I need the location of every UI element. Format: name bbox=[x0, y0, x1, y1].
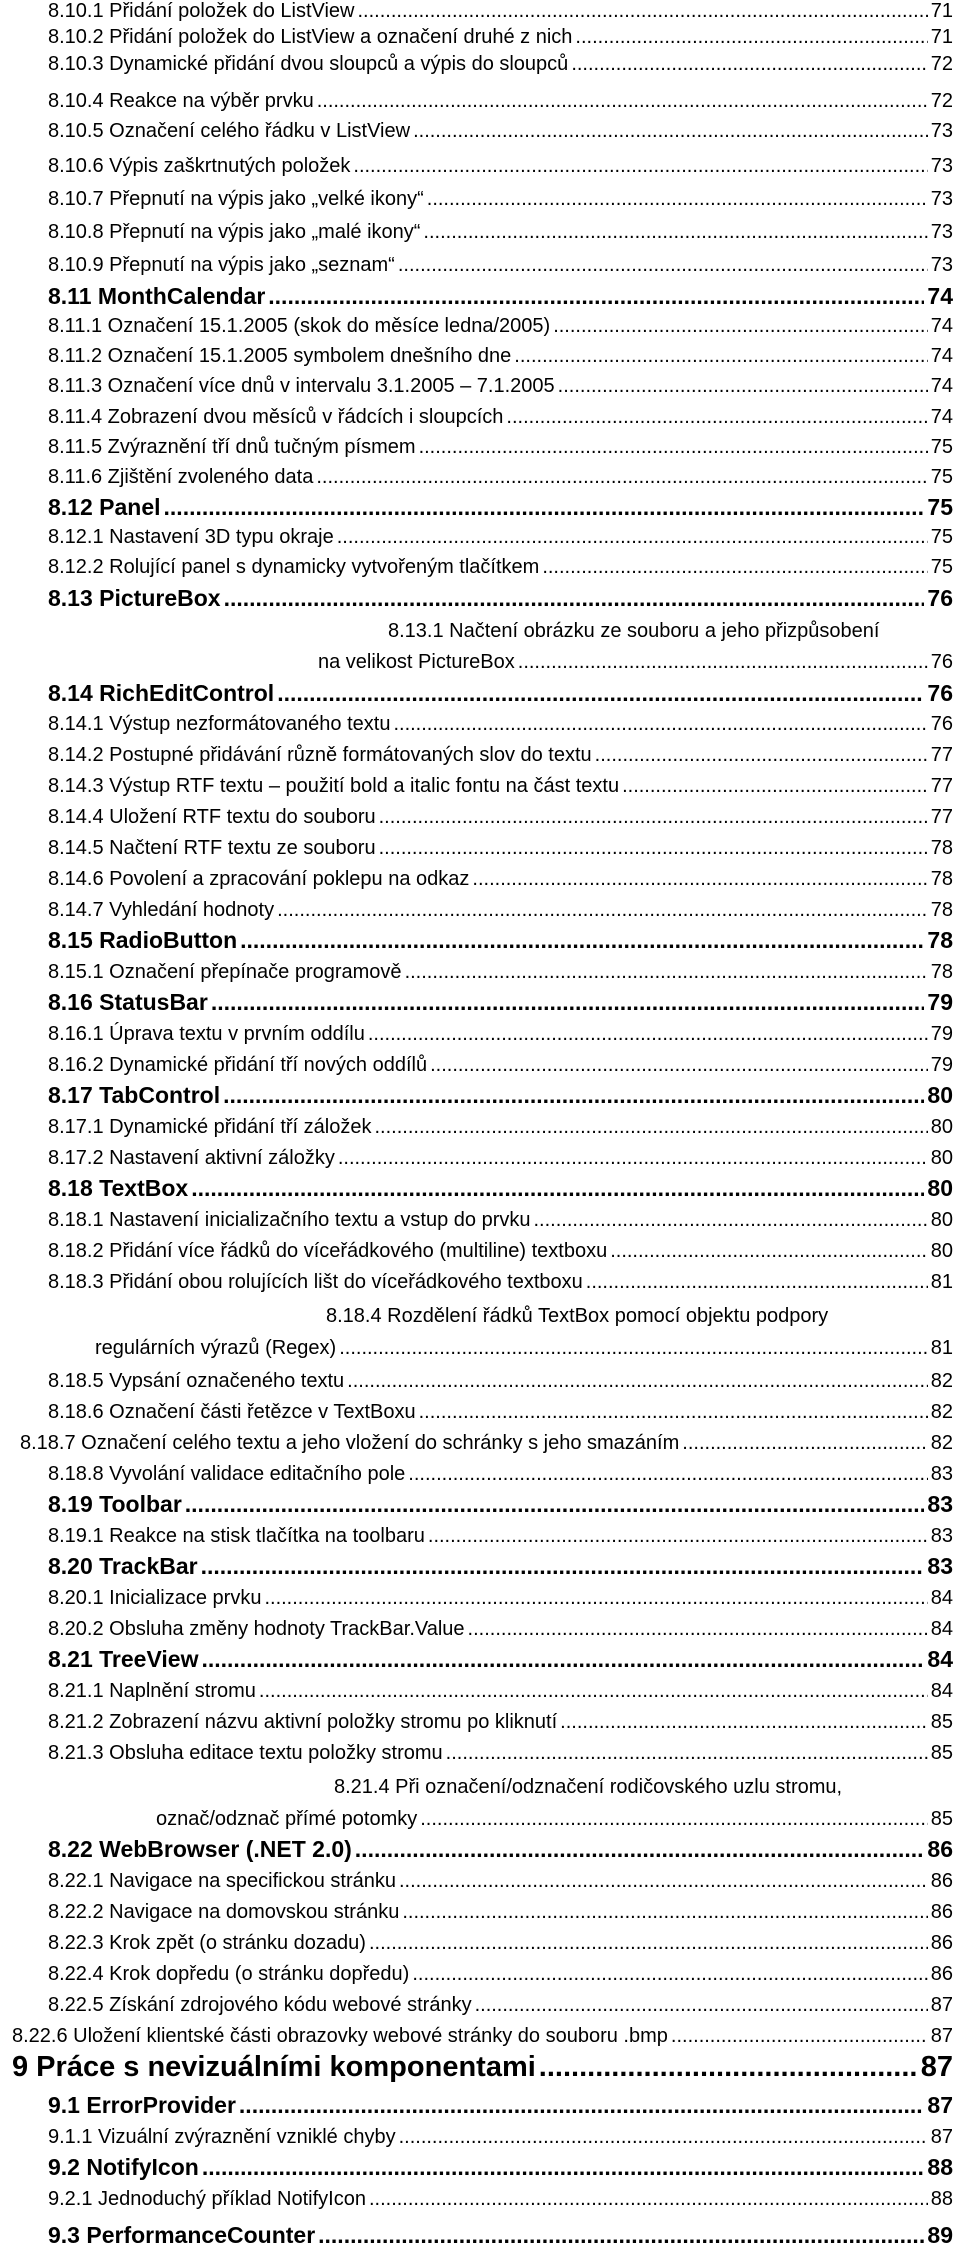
toc-entry-title: 8.22.6 Uložení klientské části obrazovky webové stránky do souboru .bmp bbox=[12, 2025, 668, 2047]
toc-entry-title: 8.12.2 Rolující panel s dynamicky vytvořeným tlačítkem bbox=[48, 556, 540, 578]
toc-leader bbox=[317, 90, 928, 113]
toc-leader bbox=[553, 315, 928, 338]
toc-leader bbox=[420, 1808, 928, 1831]
toc-entry-title: 8.14.2 Postupné přidávání různě formátovaných slov do textu bbox=[48, 744, 592, 766]
toc-entry-title: 9.2.1 Jednoduchý příklad NotifyIcon bbox=[48, 2188, 366, 2210]
toc-entry[interactable] bbox=[48, 556, 953, 579]
toc-leader bbox=[277, 680, 924, 707]
toc-entry[interactable] bbox=[48, 1711, 953, 1734]
toc-leader bbox=[423, 221, 927, 244]
toc-page-number: 78 bbox=[930, 837, 953, 859]
toc-page-number: 74 bbox=[927, 283, 953, 309]
toc-page-number: 87 bbox=[930, 1994, 953, 2016]
toc-entry-title: 8.13 PictureBox bbox=[48, 585, 221, 611]
toc-entry[interactable] bbox=[48, 2188, 953, 2211]
toc-leader bbox=[338, 1147, 928, 1170]
toc-entry[interactable] bbox=[48, 1116, 953, 1139]
toc-leader bbox=[514, 345, 927, 368]
toc-page-number: 83 bbox=[927, 1553, 953, 1579]
toc-entry[interactable] bbox=[48, 989, 953, 1016]
toc-entry-title: 9.1.1 Vizuální zvýraznění vzniklé chyby bbox=[48, 2126, 396, 2148]
toc-leader bbox=[475, 1994, 928, 2017]
toc-page-number: 89 bbox=[927, 2222, 953, 2248]
toc-page-number: 81 bbox=[930, 1271, 953, 1293]
toc-page-number: 84 bbox=[927, 1646, 953, 1672]
toc-entry-title: 8.10.2 Přidání položek do ListView a označení druhé z nich bbox=[48, 26, 573, 48]
toc-entry-title: 9.1 ErrorProvider bbox=[48, 2092, 236, 2118]
toc-leader bbox=[405, 961, 928, 984]
toc-leader bbox=[369, 2188, 928, 2211]
toc-page-number: 86 bbox=[930, 1963, 953, 1985]
toc-page-number: 82 bbox=[930, 1432, 953, 1454]
toc-leader bbox=[369, 1932, 928, 1955]
toc-page-number: 83 bbox=[930, 1463, 953, 1485]
toc-page-number: 77 bbox=[930, 806, 953, 828]
toc-page-number: 88 bbox=[930, 2188, 953, 2210]
toc-entry[interactable] bbox=[48, 283, 953, 310]
toc-entry-title: 8.11.1 Označení 15.1.2005 (skok do měsíce ledna/2005) bbox=[48, 315, 551, 337]
toc-entry[interactable] bbox=[48, 188, 953, 211]
toc-entry-title: 8.10.6 Výpis zaškrtnutých položek bbox=[48, 155, 351, 177]
toc-entry-title: 8.11.4 Zobrazení dvou měsíců v řádcích i sloupcích bbox=[48, 406, 504, 428]
toc-leader bbox=[558, 375, 928, 398]
toc-page-number: 72 bbox=[930, 90, 953, 112]
toc-entry[interactable] bbox=[48, 155, 953, 178]
toc-entry-title-line2: regulárních výrazů (Regex) bbox=[95, 1337, 337, 1359]
toc-leader bbox=[518, 651, 928, 674]
toc-page-number: 75 bbox=[930, 526, 953, 548]
toc-entry[interactable] bbox=[48, 254, 953, 277]
toc-leader bbox=[368, 1023, 928, 1046]
toc-entry[interactable] bbox=[48, 494, 953, 521]
toc-entry-title: 8.17.1 Dynamické přidání tří záložek bbox=[48, 1116, 372, 1138]
toc-page-number: 75 bbox=[930, 436, 953, 458]
toc-entry[interactable] bbox=[48, 406, 953, 429]
toc-leader bbox=[430, 1054, 928, 1077]
toc-entry[interactable] bbox=[48, 680, 953, 707]
toc-entry-title: 8.10.1 Přidání položek do ListView bbox=[48, 0, 355, 22]
toc-page-number: 80 bbox=[930, 1147, 953, 1169]
toc-entry[interactable] bbox=[48, 2092, 953, 2119]
toc-leader bbox=[542, 556, 927, 579]
toc-leader bbox=[408, 1463, 927, 1486]
toc-leader bbox=[211, 989, 925, 1016]
toc-page-number: 74 bbox=[930, 406, 953, 428]
toc-entry[interactable] bbox=[48, 1963, 953, 1986]
toc-leader bbox=[337, 526, 928, 549]
toc-entry-title: 8.19.1 Reakce na stisk tlačítka na toolbaru bbox=[48, 1525, 425, 1547]
toc-entry-title: 8.21.2 Zobrazení názvu aktivní položky stromu po kliknutí bbox=[48, 1711, 558, 1733]
toc-entry-title: 8.11.3 Označení více dnů v intervalu 3.1.2005 – 7.1.2005 bbox=[48, 375, 555, 397]
toc-entry-title: 8.18.6 Označení části řetězce v TextBoxu bbox=[48, 1401, 416, 1423]
toc-leader bbox=[339, 1337, 928, 1360]
toc-leader bbox=[399, 2126, 928, 2149]
toc-entry-title: 9.3 PerformanceCounter bbox=[48, 2222, 316, 2248]
toc-entry-title: 8.20 TrackBar bbox=[48, 1553, 198, 1579]
toc-entry-title: 8.19 Toolbar bbox=[48, 1491, 182, 1517]
toc-leader bbox=[412, 1963, 927, 1986]
toc-page-number: 85 bbox=[930, 1711, 953, 1733]
toc-entry-title: 8.12.1 Nastavení 3D typu okraje bbox=[48, 526, 334, 548]
toc-leader bbox=[575, 26, 927, 49]
toc-entry[interactable] bbox=[48, 1175, 953, 1202]
toc-leader bbox=[446, 1742, 928, 1765]
toc-entry-title-line1[interactable]: 8.13.1 Načtení obrázku ze souboru a jeho přizpůsobení bbox=[388, 620, 880, 642]
toc-leader bbox=[427, 188, 928, 211]
toc-page-number: 77 bbox=[930, 775, 953, 797]
toc-entry-title: 8.22.2 Navigace na domovskou stránku bbox=[48, 1901, 400, 1923]
toc-leader bbox=[622, 775, 928, 798]
toc-leader bbox=[419, 436, 928, 459]
toc-page-number: 75 bbox=[927, 494, 953, 520]
toc-leader bbox=[223, 1082, 924, 1109]
toc-page-number: 80 bbox=[930, 1209, 953, 1231]
toc-leader bbox=[428, 1525, 928, 1548]
toc-leader bbox=[539, 2051, 918, 2084]
toc-leader bbox=[671, 2025, 928, 2048]
toc-entry-title: 8.17.2 Nastavení aktivní záložky bbox=[48, 1147, 335, 1169]
toc-leader bbox=[610, 1240, 928, 1263]
toc-entry-title: 8.16.1 Úprava textu v prvním oddílu bbox=[48, 1023, 365, 1045]
toc-entry[interactable] bbox=[48, 345, 953, 368]
toc-leader bbox=[358, 0, 928, 23]
toc-entry[interactable] bbox=[48, 1209, 953, 1232]
toc-leader bbox=[259, 1680, 928, 1703]
toc-entry[interactable] bbox=[48, 2222, 953, 2249]
toc-leader bbox=[185, 1491, 925, 1518]
toc-entry-title-line2: na velikost PictureBox bbox=[318, 651, 515, 673]
toc-entry-title: 8.14.4 Uložení RTF textu do souboru bbox=[48, 806, 376, 828]
toc-page-number: 87 bbox=[920, 2051, 953, 2083]
toc-entry-title: 8.16 StatusBar bbox=[48, 989, 208, 1015]
toc-entry-title: 8.22 WebBrowser (.NET 2.0) bbox=[48, 1836, 352, 1862]
toc-page-number: 76 bbox=[930, 713, 953, 735]
toc-page-number: 85 bbox=[930, 1808, 953, 1830]
toc-page-number: 75 bbox=[930, 466, 953, 488]
toc-entry[interactable] bbox=[48, 1491, 953, 1518]
toc-page-number: 88 bbox=[927, 2154, 953, 2180]
toc-leader bbox=[201, 1553, 925, 1580]
toc-entry-title: 8.22.4 Krok dopředu (o stránku dopředu) bbox=[48, 1963, 410, 1985]
toc-leader bbox=[393, 713, 927, 736]
toc-page-number: 73 bbox=[930, 155, 953, 177]
toc-entry[interactable] bbox=[48, 744, 953, 767]
toc-page-number: 78 bbox=[930, 868, 953, 890]
toc-leader bbox=[472, 868, 927, 891]
toc-leader bbox=[240, 927, 924, 954]
toc-entry[interactable] bbox=[48, 315, 953, 338]
toc-entry[interactable] bbox=[48, 806, 953, 829]
toc-entry[interactable] bbox=[48, 120, 953, 143]
toc-entry-title-line2: označ/odznač přímé potomky bbox=[156, 1808, 418, 1830]
toc-leader bbox=[375, 1116, 928, 1139]
toc-page-number: 86 bbox=[927, 1836, 953, 1862]
toc-entry[interactable] bbox=[48, 1463, 953, 1486]
toc-entry-title: 8.18.2 Přidání více řádků do víceřádkového (multiline) textboxu bbox=[48, 1240, 608, 1262]
toc-entry-title: 8.18.3 Přidání obou rolujících lišt do víceřádkového textboxu bbox=[48, 1271, 583, 1293]
toc-page-number: 73 bbox=[930, 221, 953, 243]
toc-entry[interactable] bbox=[48, 837, 953, 860]
toc-entry[interactable] bbox=[48, 90, 953, 113]
toc-entry[interactable] bbox=[48, 1147, 953, 1170]
toc-entry-title: 8.14.1 Výstup nezformátovaného textu bbox=[48, 713, 391, 735]
toc-entry[interactable] bbox=[48, 526, 953, 549]
toc-leader bbox=[586, 1271, 928, 1294]
toc-page-number: 78 bbox=[927, 927, 953, 953]
toc-entry-title: 9.2 NotifyIcon bbox=[48, 2154, 199, 2180]
toc-page-number: 71 bbox=[930, 0, 953, 22]
toc-entry-title: 8.14.7 Vyhledání hodnoty bbox=[48, 899, 275, 921]
toc-entry-title: 8.10.8 Přepnutí na výpis jako „malé ikony“ bbox=[48, 221, 421, 243]
toc-leader bbox=[595, 744, 928, 767]
toc-page-number: 80 bbox=[930, 1240, 953, 1262]
toc-leader bbox=[353, 155, 927, 178]
toc-entry[interactable] bbox=[48, 1932, 953, 1955]
toc-entry-title: 8.18.5 Vypsání označeného textu bbox=[48, 1370, 345, 1392]
toc-leader bbox=[402, 1901, 927, 1924]
toc-page-number: 81 bbox=[930, 1337, 953, 1359]
toc-page-number: 83 bbox=[930, 1525, 953, 1547]
toc-entry-title: 8.10.7 Přepnutí na výpis jako „velké ikony“ bbox=[48, 188, 424, 210]
toc-entry-title: 8.12 Panel bbox=[48, 494, 161, 520]
toc-page-number: 73 bbox=[930, 188, 953, 210]
toc-entry[interactable] bbox=[48, 899, 953, 922]
toc-page-number: 76 bbox=[927, 585, 953, 611]
toc-entry-title: 8.22.1 Navigace na specifickou stránku bbox=[48, 1870, 396, 1892]
toc-page-number: 80 bbox=[927, 1082, 953, 1108]
toc-page-number: 87 bbox=[930, 2126, 953, 2148]
toc-entry[interactable] bbox=[48, 2126, 953, 2149]
toc-leader bbox=[191, 1175, 924, 1202]
toc-leader bbox=[468, 1618, 928, 1641]
toc-leader bbox=[413, 120, 928, 143]
toc-entry[interactable] bbox=[48, 1680, 953, 1703]
toc-page-number: 76 bbox=[927, 680, 953, 706]
toc-leader bbox=[398, 254, 928, 277]
toc-page-number: 77 bbox=[930, 744, 953, 766]
toc-leader bbox=[682, 1432, 927, 1455]
toc-leader bbox=[379, 837, 928, 860]
toc-entry-title: 8.20.2 Obsluha změny hodnoty TrackBar.Value bbox=[48, 1618, 465, 1640]
toc-page-number: 87 bbox=[927, 2092, 953, 2118]
toc-entry[interactable] bbox=[48, 1401, 953, 1424]
toc-entry-title: 8.14 RichEditControl bbox=[48, 680, 275, 706]
toc-page-number: 84 bbox=[930, 1587, 953, 1609]
toc-entry-title: 8.10.5 Označení celého řádku v ListView bbox=[48, 120, 411, 142]
toc-entry-title: 8.18.1 Nastavení inicializačního textu a vstup do prvku bbox=[48, 1209, 531, 1231]
toc-entry[interactable] bbox=[48, 1054, 953, 1077]
toc-leader bbox=[264, 1587, 927, 1610]
toc-entry[interactable] bbox=[48, 53, 953, 76]
toc-entry[interactable] bbox=[48, 1240, 953, 1263]
toc-entry[interactable] bbox=[48, 927, 953, 954]
toc-page-number: 86 bbox=[930, 1901, 953, 1923]
toc-leader bbox=[560, 1711, 928, 1734]
toc-entry[interactable] bbox=[48, 2154, 953, 2181]
toc-page-number: 86 bbox=[930, 1870, 953, 1892]
toc-entry-title: 8.21 TreeView bbox=[48, 1646, 199, 1672]
toc-page-number: 84 bbox=[930, 1618, 953, 1640]
toc-entry-title: 9 Práce s nevizuálními komponentami bbox=[12, 2051, 536, 2083]
toc-leader bbox=[571, 53, 927, 76]
toc-entry-title: 8.11 MonthCalendar bbox=[48, 283, 266, 309]
toc-page-number: 79 bbox=[927, 989, 953, 1015]
toc-entry[interactable] bbox=[48, 26, 953, 49]
toc-entry[interactable] bbox=[318, 651, 953, 674]
toc-entry[interactable] bbox=[48, 0, 953, 23]
toc-page-number: 83 bbox=[927, 1491, 953, 1517]
toc-entry-title: 8.11.5 Zvýraznění tří dnů tučným písmem bbox=[48, 436, 416, 458]
toc-page-number: 76 bbox=[930, 651, 953, 673]
toc-entry-title: 8.14.6 Povolení a zpracování poklepu na odkaz bbox=[48, 868, 470, 890]
toc-page-number: 86 bbox=[930, 1932, 953, 1954]
toc-page-number: 78 bbox=[930, 961, 953, 983]
toc-entry[interactable] bbox=[48, 1870, 953, 1893]
toc-entry-title: 8.11.2 Označení 15.1.2005 symbolem dnešního dne bbox=[48, 345, 512, 367]
toc-page-number: 82 bbox=[930, 1370, 953, 1392]
toc-entry-title: 8.21.3 Obsluha editace textu položky stromu bbox=[48, 1742, 443, 1764]
toc-entry-title: 8.16.2 Dynamické přidání tří nových oddílů bbox=[48, 1054, 428, 1076]
toc-entry[interactable] bbox=[48, 1618, 953, 1641]
toc-entry[interactable] bbox=[48, 1742, 953, 1765]
toc-entry-title: 8.22.3 Krok zpět (o stránku dozadu) bbox=[48, 1932, 366, 1954]
toc-leader bbox=[506, 406, 927, 429]
toc-entry-title: 8.18.8 Vyvolání validace editačního pole bbox=[48, 1463, 406, 1485]
toc-entry[interactable] bbox=[48, 1901, 953, 1924]
toc-entry-title: 8.15.1 Označení přepínače programově bbox=[48, 961, 402, 983]
toc-entry[interactable] bbox=[48, 1023, 953, 1046]
toc-entry[interactable] bbox=[12, 2025, 953, 2048]
toc-chapter-entry[interactable] bbox=[12, 2051, 953, 2084]
toc-entry-title: 8.11.6 Zjištění zvoleného data bbox=[48, 466, 314, 488]
toc-leader bbox=[202, 2154, 925, 2181]
toc-entry[interactable] bbox=[48, 713, 953, 736]
toc-page-number: 74 bbox=[930, 345, 953, 367]
toc-entry-title: 8.22.5 Získání zdrojového kódu webové stránky bbox=[48, 1994, 472, 2016]
toc-entry[interactable] bbox=[48, 1271, 953, 1294]
toc-entry[interactable] bbox=[48, 1587, 953, 1610]
toc-leader bbox=[318, 2222, 924, 2249]
toc-page-number: 79 bbox=[930, 1023, 953, 1045]
toc-leader bbox=[534, 1209, 928, 1232]
toc-page-number: 73 bbox=[930, 254, 953, 276]
toc-entry[interactable] bbox=[48, 375, 953, 398]
toc-page-number: 80 bbox=[927, 1175, 953, 1201]
toc-leader bbox=[316, 466, 927, 489]
toc-leader bbox=[164, 494, 925, 521]
toc-page-number: 75 bbox=[930, 556, 953, 578]
toc-entry[interactable] bbox=[48, 775, 953, 798]
toc-entry-title: 8.20.1 Inicializace prvku bbox=[48, 1587, 262, 1609]
toc-entry-title: 8.17 TabControl bbox=[48, 1082, 221, 1108]
toc-entry[interactable] bbox=[48, 1370, 953, 1393]
toc-entry-title: 8.14.3 Výstup RTF textu – použití bold a italic fontu na část textu bbox=[48, 775, 620, 797]
toc-entry-title: 8.18 TextBox bbox=[48, 1175, 189, 1201]
toc-entry-title: 8.10.9 Přepnutí na výpis jako „seznam“ bbox=[48, 254, 395, 276]
toc-page-number: 74 bbox=[930, 375, 953, 397]
toc-page-number: 71 bbox=[930, 26, 953, 48]
toc-entry-title: 8.10.4 Reakce na výběr prvku bbox=[48, 90, 314, 112]
toc-leader bbox=[355, 1836, 925, 1863]
toc-leader bbox=[347, 1370, 928, 1393]
toc-page-number: 74 bbox=[930, 315, 953, 337]
toc-entry[interactable] bbox=[156, 1808, 953, 1831]
toc-page-number: 72 bbox=[930, 53, 953, 75]
toc-entry[interactable] bbox=[48, 1525, 953, 1548]
toc-entry-title: 8.15 RadioButton bbox=[48, 927, 238, 953]
toc-leader bbox=[419, 1401, 928, 1424]
toc-leader bbox=[268, 283, 924, 310]
toc-page-number: 85 bbox=[930, 1742, 953, 1764]
toc-entry[interactable] bbox=[48, 961, 953, 984]
toc-entry[interactable] bbox=[48, 1836, 953, 1863]
toc-page-number: 79 bbox=[930, 1054, 953, 1076]
toc-entry[interactable] bbox=[48, 868, 953, 891]
toc-entry[interactable] bbox=[48, 1994, 953, 2017]
toc-page-number: 80 bbox=[930, 1116, 953, 1138]
toc-entry-title: 8.18.7 Označení celého textu a jeho vložení do schránky s jeho smazáním bbox=[20, 1432, 680, 1454]
toc-entry[interactable] bbox=[48, 466, 953, 489]
toc-entry[interactable] bbox=[48, 585, 953, 612]
toc-entry[interactable] bbox=[48, 221, 953, 244]
toc-leader bbox=[277, 899, 928, 922]
toc-page-number: 73 bbox=[930, 120, 953, 142]
toc-entry-title-line1[interactable]: 8.21.4 Při označení/odznačení rodičovského uzlu stromu, bbox=[334, 1776, 843, 1798]
toc-entry-title-line1[interactable]: 8.18.4 Rozdělení řádků TextBox pomocí objektu podpory bbox=[326, 1305, 829, 1327]
toc-leader bbox=[201, 1646, 924, 1673]
toc-leader bbox=[239, 2092, 924, 2119]
toc-entry-title: 8.14.5 Načtení RTF textu ze souboru bbox=[48, 837, 376, 859]
toc-entry-title: 8.10.3 Dynamické přidání dvou sloupců a výpis do sloupců bbox=[48, 53, 569, 75]
toc-entry[interactable] bbox=[48, 1553, 953, 1580]
toc-page-number: 87 bbox=[930, 2025, 953, 2047]
toc-page-number: 82 bbox=[930, 1401, 953, 1423]
toc-entry[interactable] bbox=[95, 1337, 953, 1360]
toc-leader bbox=[224, 585, 925, 612]
toc-entry[interactable] bbox=[20, 1432, 953, 1455]
toc-page-number: 78 bbox=[930, 899, 953, 921]
toc-entry[interactable] bbox=[48, 436, 953, 459]
toc-page-number: 84 bbox=[930, 1680, 953, 1702]
toc-leader bbox=[379, 806, 928, 829]
toc-leader bbox=[399, 1870, 928, 1893]
toc-entry[interactable] bbox=[48, 1646, 953, 1673]
toc-entry-title: 8.21.1 Naplnění stromu bbox=[48, 1680, 256, 1702]
toc-entry[interactable] bbox=[48, 1082, 953, 1109]
